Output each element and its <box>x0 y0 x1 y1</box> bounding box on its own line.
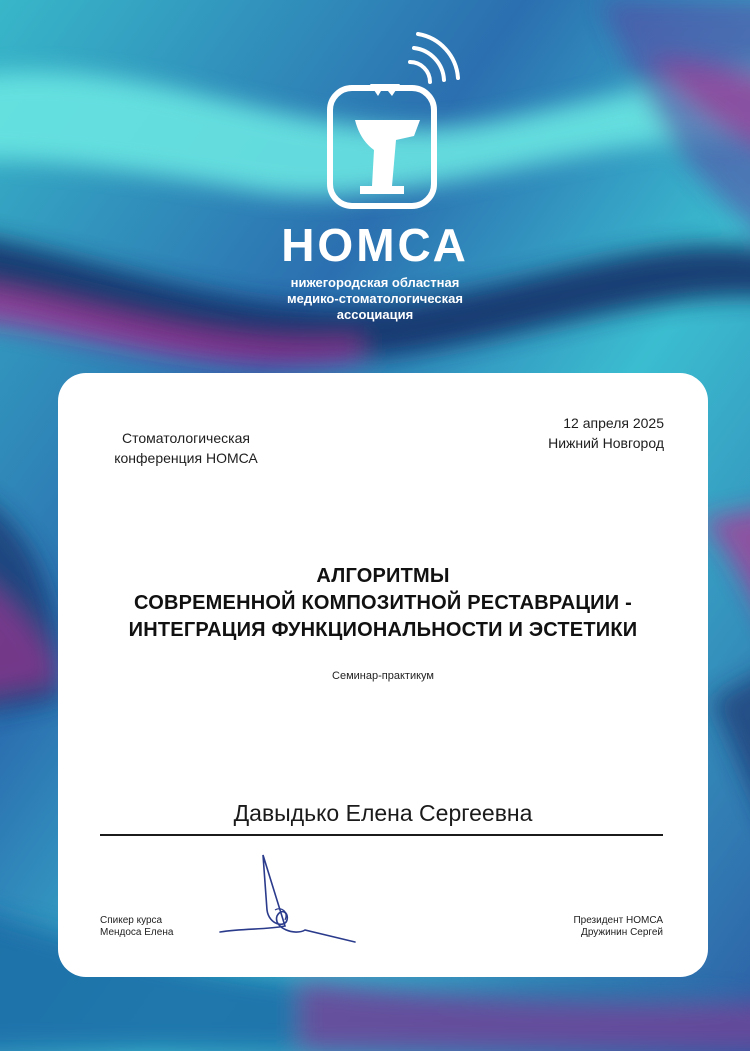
title-line1: АЛГОРИТМЫ <box>316 565 450 587</box>
brand-name: НОМСА <box>281 219 469 271</box>
name-underline <box>100 834 663 836</box>
event-date-place <box>500 413 664 453</box>
brand-subtitle-line1: нижегородская областная <box>290 275 460 290</box>
title-line2: СОВРЕМЕННОЙ КОМПОЗИТНОЙ РЕСТАВРАЦИИ - <box>134 592 632 614</box>
event-date: 12 апреля 2025 <box>563 415 664 431</box>
signature <box>215 850 365 945</box>
president-block <box>500 915 663 939</box>
nomsa-logo <box>0 0 750 320</box>
brand-subtitle-line2: медико-стоматологическая <box>287 291 463 306</box>
recipient-name: Давыдько Елена Сергеевна <box>233 800 533 826</box>
president-role: Президент НОМСА <box>573 915 663 926</box>
conference-name <box>100 428 272 468</box>
conference-line1: Стоматологическая <box>122 430 250 446</box>
speaker-role: Спикер курса <box>100 915 163 926</box>
event-type: Семинар-практикум <box>332 670 434 682</box>
speaker-name: Мендоса Елена <box>100 927 174 938</box>
brand-subtitle-line3: ассоциация <box>336 307 414 322</box>
event-city: Нижний Новгород <box>548 435 664 451</box>
president-name: Дружинин Сергей <box>581 927 663 938</box>
speaker-block <box>100 915 173 939</box>
conference-line2: конференция НОМСА <box>114 450 258 466</box>
title-line3: ИНТЕГРАЦИЯ ФУНКЦИОНАЛЬНОСТИ И ЭСТЕТИКИ <box>128 619 638 641</box>
